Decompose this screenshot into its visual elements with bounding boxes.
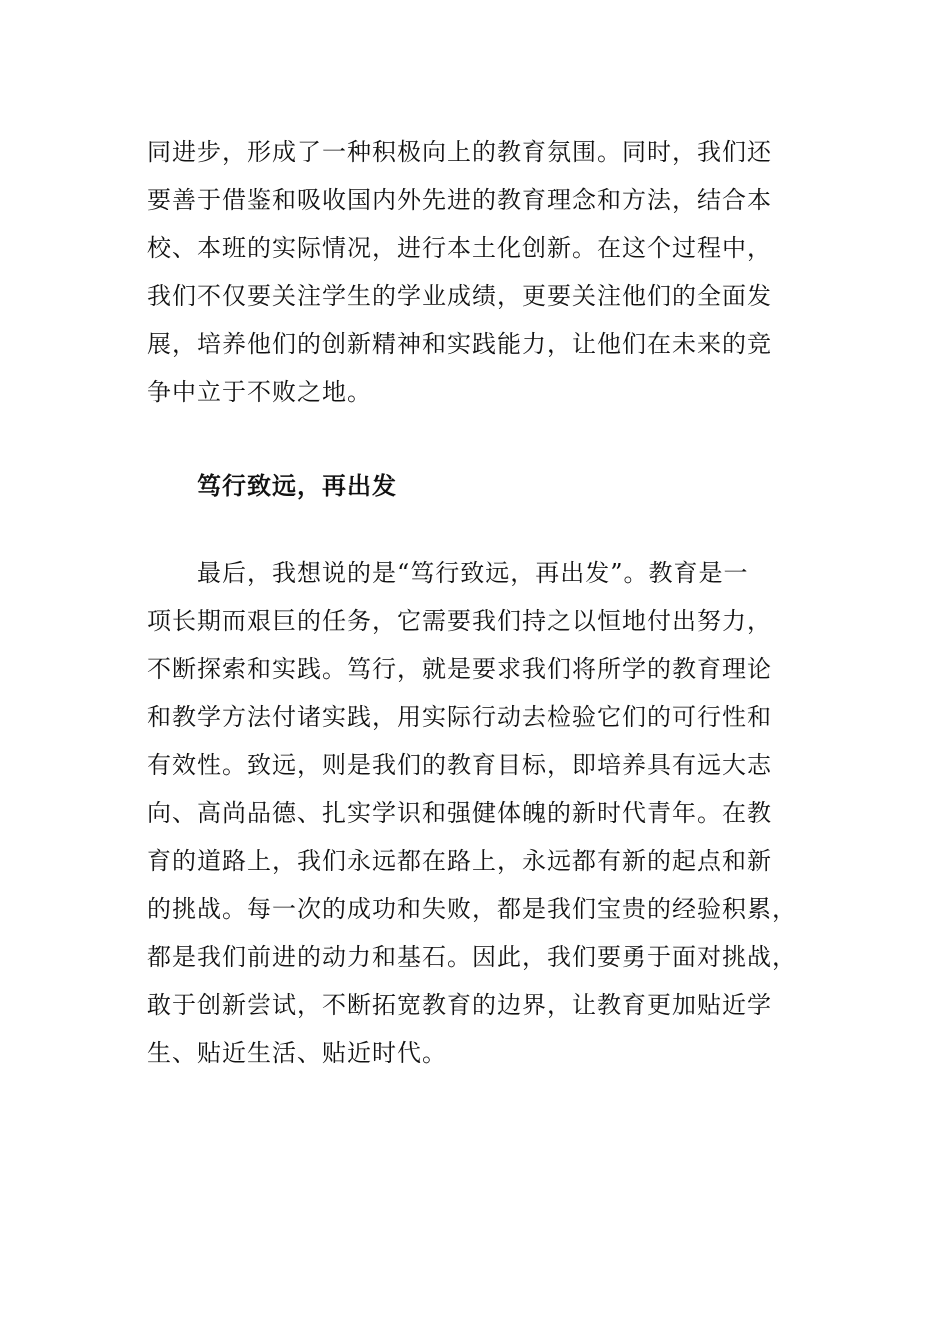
section-heading-block <box>147 462 817 510</box>
paragraph-2-line: 生、贴近生活、贴近时代。 <box>147 1039 447 1067</box>
paragraph-1-line: 同进步，形成了一种积极向上的教育氛围。同时，我们还 <box>147 138 772 166</box>
paragraph-1-line: 要善于借鉴和吸收国内外先进的教育理念和方法，结合本 <box>147 186 772 214</box>
section-heading: 笃行致远，再出发 <box>197 472 397 500</box>
paragraph-2-line: 向、高尚品德、扎实学识和强健体魄的新时代青年。在教 <box>147 799 772 827</box>
paragraph-1-line: 争中立于不败之地。 <box>147 378 372 406</box>
paragraph-2-line: 育的道路上，我们永远都在路上，永远都有新的起点和新 <box>147 847 772 875</box>
paragraph-1-line: 我们不仅要关注学生的学业成绩，更要关注他们的全面发 <box>147 282 772 310</box>
paragraph-2-line: 和教学方法付诸实践，用实际行动去检验它们的可行性和 <box>147 703 772 731</box>
paragraph-2-line: 项长期而艰巨的任务，它需要我们持之以恒地付出努力， <box>147 607 772 635</box>
paragraph-2-line: 都是我们前进的动力和基石。因此，我们要勇于面对挑战， <box>147 943 797 971</box>
paragraph-2-line: 有效性。致远，则是我们的教育目标，即培养具有远大志 <box>147 751 772 779</box>
paragraph-1-line: 展，培养他们的创新精神和实践能力，让他们在未来的竞 <box>147 330 772 358</box>
paragraph-2-line: 的挑战。每一次的成功和失败，都是我们宝贵的经验积累， <box>147 895 797 923</box>
paragraph-1 <box>147 128 817 416</box>
paragraph-2-line: 敢于创新尝试，不断拓宽教育的边界，让教育更加贴近学 <box>147 991 772 1019</box>
paragraph-2 <box>147 549 817 1077</box>
paragraph-2-line: 不断探索和实践。笃行，就是要求我们将所学的教育理论 <box>147 655 772 683</box>
paragraph-2-line: 最后，我想说的是“笃行致远，再出发”。教育是一 <box>197 559 749 587</box>
paragraph-1-line: 校、本班的实际情况，进行本土化创新。在这个过程中， <box>147 234 772 262</box>
